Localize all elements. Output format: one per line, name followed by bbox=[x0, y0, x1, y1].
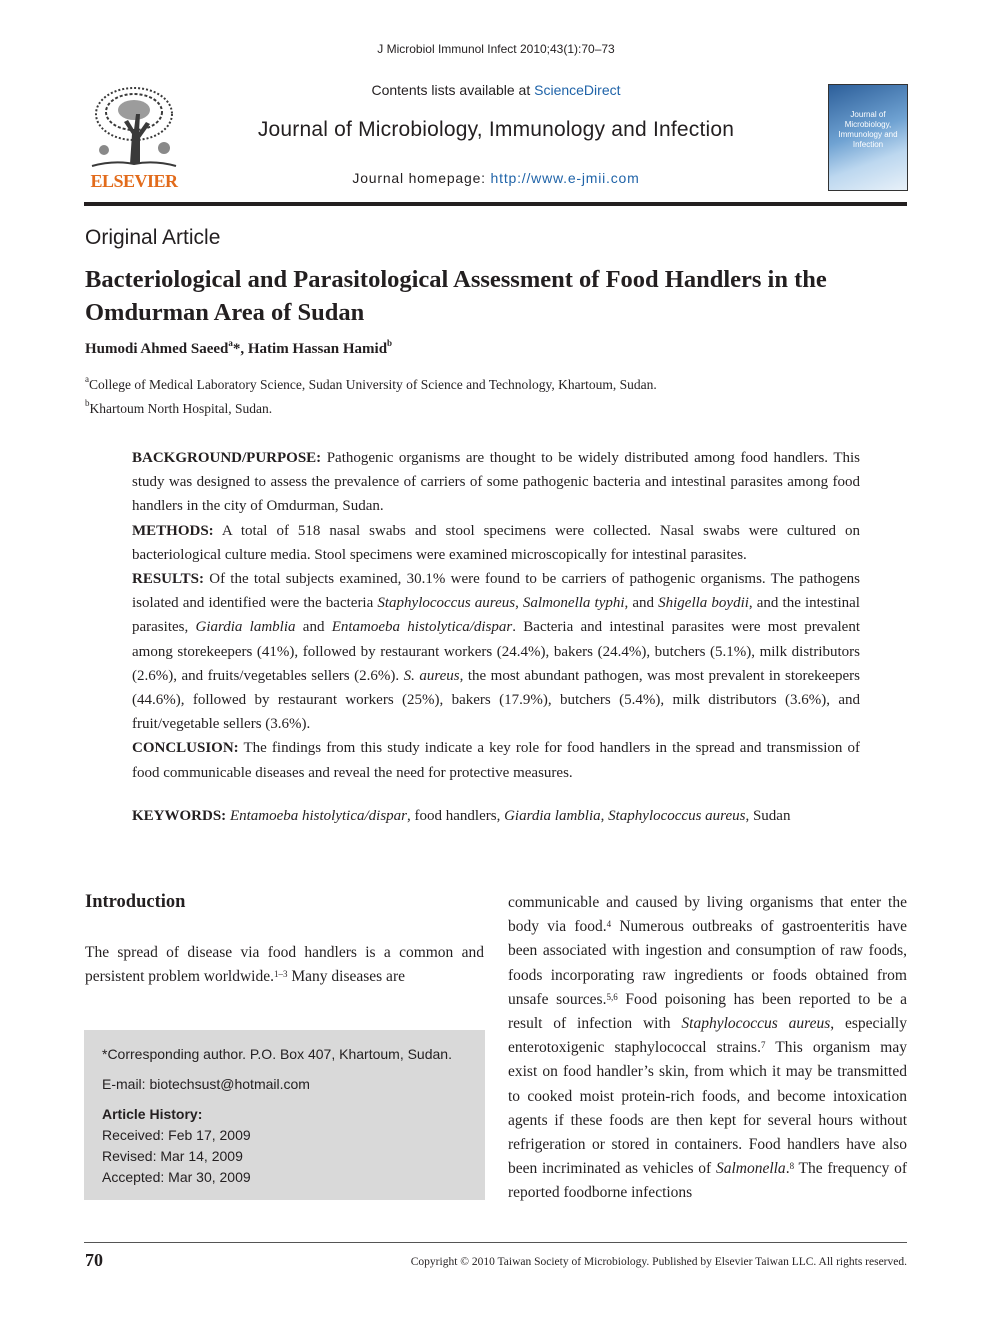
results-text: , and the intestinal parasites, bbox=[132, 595, 860, 636]
article-history-label: Article History: bbox=[102, 1106, 203, 1122]
corresponding-mark: * bbox=[232, 341, 241, 357]
results-species: Entamoeba histolytica/dispar bbox=[331, 619, 513, 636]
body-text: Numerous outbreaks of gastroenteritis have been associated with ingestion and consumption of raw foods, foods incorporating raw ingredients or foods obtained from unsafe sources. bbox=[508, 918, 907, 1008]
conclusion-text: The findings from this study indicate a key role for food handlers in the spread and transmission of food communicable diseases and reveal the need for protective measures. bbox=[132, 740, 860, 781]
body-text: The frequency of reported foodborne infections bbox=[508, 1160, 907, 1202]
elsevier-wordmark: ELSEVIER bbox=[90, 171, 178, 191]
affiliation-b-mark: b bbox=[85, 398, 90, 408]
author-list bbox=[85, 338, 393, 358]
citation-ref[interactable]: 7 bbox=[760, 1040, 766, 1051]
affiliation-b bbox=[85, 398, 273, 417]
abstract-conclusion bbox=[132, 736, 860, 784]
journal-cover-title: Journal of Microbiology, Immunology and Infection bbox=[838, 110, 898, 149]
citation-ref[interactable]: 8 bbox=[789, 1161, 795, 1172]
affiliation-a-mark: a bbox=[85, 374, 89, 384]
body-text: Food poisoning has been reported to be a result of infection with bbox=[508, 990, 907, 1033]
author-1-affiliation: a bbox=[228, 338, 233, 348]
results-text: Of the total subjects examined, 30.1% were found to be carriers of pathogenic organisms. The pathogens isolated and identified were the bacteria bbox=[132, 571, 861, 612]
homepage-link[interactable]: http://www.e-jmii.com bbox=[490, 170, 640, 186]
body-column-left bbox=[85, 941, 484, 989]
abstract bbox=[132, 446, 860, 785]
body-text: , especially enterotoxigenic staphylococcal strains. bbox=[508, 1015, 907, 1057]
author-email[interactable]: E-mail: biotechsust@hotmail.com bbox=[102, 1076, 310, 1092]
results-species: S. aureus bbox=[403, 667, 460, 684]
body-text: . bbox=[785, 1160, 790, 1178]
keywords-label: KEYWORDS: bbox=[132, 808, 227, 824]
body-column-right bbox=[508, 891, 907, 1206]
article-info-box bbox=[84, 1030, 485, 1200]
header-rule bbox=[84, 202, 907, 206]
results-species: Giardia lamblia bbox=[195, 619, 296, 636]
citation-ref[interactable]: 4 bbox=[606, 919, 612, 930]
keyword-sep: , food handlers, bbox=[407, 808, 505, 824]
affiliation-a bbox=[85, 374, 657, 393]
author-2-affiliation: b bbox=[387, 338, 393, 348]
conclusion-label: CONCLUSION: bbox=[132, 740, 239, 757]
keyword: Entamoeba histolytica/dispar bbox=[229, 808, 408, 824]
abstract-methods bbox=[132, 519, 860, 567]
journal-title: Journal of Microbiology, Immunology and Infection bbox=[257, 118, 735, 141]
article-type: Original Article bbox=[85, 226, 221, 249]
article-title: Bacteriological and Parasitological Assessment of Food Handlers in the Omdurman Area of Sudan bbox=[85, 266, 827, 326]
results-species: Salmonella typhi bbox=[522, 595, 625, 612]
copyright-notice: Copyright © 2010 Taiwan Society of Microbiology. Published by Elsevier Taiwan LLC. All rights reserved. bbox=[410, 1256, 907, 1268]
results-species: Staphylococcus aureus bbox=[377, 595, 516, 612]
corresponding-author: *Corresponding author. P.O. Box 407, Khartoum, Sudan. bbox=[102, 1046, 452, 1062]
footer-rule bbox=[84, 1242, 907, 1243]
author-1: Humodi Ahmed Saeed bbox=[85, 341, 229, 357]
methods-text: A total of 518 nasal swabs and stool specimens were collected. Nasal swabs were cultured on bacteriological culture media. Stool specimens were examined microscopically for intestinal parasites. bbox=[132, 522, 860, 563]
results-text: and bbox=[295, 619, 332, 636]
background-label: BACKGROUND/PURPOSE: bbox=[132, 450, 322, 466]
introduction-heading: Introduction bbox=[85, 892, 186, 912]
results-text: . Bacteria and intestinal parasites were most prevalent among storekeepers (41%), followed by restaurant workers (24.4%), bakers (24.4%), butchers (5.1%), milk distributors (2.6%), and fruits/vegetables sellers (2.6%). bbox=[132, 619, 860, 684]
keyword-sep: , bbox=[600, 808, 609, 824]
homepage-label: Journal homepage: bbox=[352, 170, 491, 186]
body-text: The spread of disease via food handlers is a common and persistent problem worldwide. bbox=[85, 944, 484, 986]
accepted-date: Accepted: Mar 30, 2009 bbox=[102, 1169, 251, 1185]
background-text: Pathogenic organisms are thought to be widely distributed among food handlers. This study was designed to assess the prevalence of carriers of some pathogenic bacteria and intestinal parasites among food handlers in the city of Omdurman, Sudan. bbox=[132, 450, 861, 515]
citation-ref[interactable]: 5,6 bbox=[606, 991, 618, 1002]
abstract-results bbox=[132, 567, 860, 736]
results-text: , bbox=[515, 595, 523, 612]
keyword: Staphylococcus aureus bbox=[608, 808, 746, 824]
methods-label: METHODS: bbox=[132, 522, 214, 539]
keyword: Giardia lamblia bbox=[504, 808, 601, 824]
affiliation-a-text: College of Medical Laboratory Science, Sudan University of Science and Technology, Khartoum, Sudan. bbox=[89, 377, 657, 392]
author-separator: , bbox=[240, 341, 248, 357]
sciencedirect-link[interactable]: ScienceDirect bbox=[534, 82, 621, 98]
received-date: Received: Feb 17, 2009 bbox=[102, 1127, 251, 1143]
contents-prefix: Contents lists available at bbox=[371, 82, 535, 98]
results-species: Shigella boydii bbox=[658, 595, 749, 612]
results-label: RESULTS: bbox=[132, 571, 204, 588]
journal-citation: J Microbiol Immunol Infect 2010;43(1):70–73 bbox=[377, 42, 615, 56]
body-text: Many diseases are bbox=[287, 968, 405, 986]
abstract-background bbox=[132, 446, 860, 519]
results-text: , and bbox=[624, 595, 659, 612]
page-number: 70 bbox=[85, 1250, 103, 1270]
citation-ref[interactable]: 1–3 bbox=[273, 969, 288, 980]
results-text: , the most abundant pathogen, was most prevalent in storekeepers (44.6%), followed by restaurant workers (25%), bakers (17.9%), butchers (5.4%), milk distributors (3.6%), and fruit/vegetable sellers (3.6%). bbox=[132, 667, 860, 733]
keyword-end: , Sudan bbox=[745, 808, 791, 824]
body-text: This organism may exist on food handler’s skin, from which it may be transmitted to cooked moist protein-rich foods, and become intoxication agents if these foods are then kept for several hours without refrigeration or stored in containers. Food handlers have also been incriminated as vehicles of bbox=[508, 1039, 907, 1178]
affiliation-b-text: Khartoum North Hospital, Sudan. bbox=[89, 401, 273, 416]
body-text: communicable and caused by living organisms that enter the body via food. bbox=[508, 894, 907, 936]
species-name: Salmonella bbox=[715, 1160, 786, 1178]
species-name: Staphylococcus aureus bbox=[681, 1015, 831, 1033]
revised-date: Revised: Mar 14, 2009 bbox=[102, 1148, 243, 1164]
author-2: Hatim Hassan Hamid bbox=[247, 341, 388, 357]
keywords bbox=[132, 808, 872, 825]
